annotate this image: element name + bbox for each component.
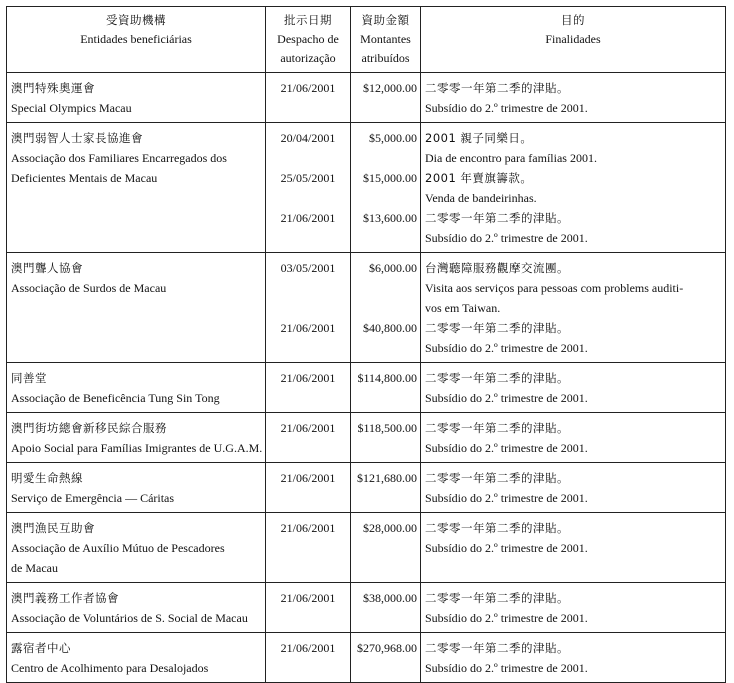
purpose-line: Subsídio do 2.º trimestre de 2001. [425, 231, 588, 245]
amount-value [351, 188, 420, 208]
header-date-pt1: Despacho de [277, 32, 339, 46]
date-value [266, 278, 350, 298]
amount-value: $114,800.00 [357, 371, 417, 385]
purpose-line: 台灣聽障服務觀摩交流團。 [425, 261, 569, 275]
date-value: 20/04/2001 [280, 131, 336, 145]
purpose-line: Visita aos serviços para pessoas com problems auditi- [425, 281, 684, 295]
amount-value: $6,000.00 [369, 261, 417, 275]
entity-line: 澳門義務工作者協會 [11, 591, 119, 605]
purpose-line: vos em Taiwan. [425, 301, 501, 315]
entity-cell [7, 633, 266, 683]
header-entities-pt: Entidades beneficiárias [80, 32, 192, 46]
amount-value: $15,000.00 [363, 171, 417, 185]
amount-cell [351, 513, 421, 583]
purpose-line: 二零零一年第二季的津貼。 [425, 81, 569, 95]
purpose-line: 二零零一年第二季的津貼。 [425, 471, 569, 485]
purpose-line: 二零零一年第二季的津貼。 [425, 371, 569, 385]
amount-value: $121,680.00 [357, 471, 417, 485]
date-value: 21/06/2001 [280, 321, 336, 335]
entity-line: Serviço de Emergência — Cáritas [11, 491, 175, 505]
date-value: 21/06/2001 [280, 591, 336, 605]
entity-line: 澳門聾人協會 [11, 261, 83, 275]
date-value [266, 188, 350, 208]
amount-value: $270,968.00 [357, 641, 417, 655]
entity-cell [7, 463, 266, 513]
table-row [7, 513, 726, 583]
purpose-line: Dia de encontro para famílias 2001. [425, 151, 597, 165]
purpose-cell [421, 413, 726, 463]
date-value: 21/06/2001 [280, 471, 336, 485]
date-cell [266, 513, 351, 583]
subsidy-table [6, 6, 726, 683]
amount-cell [351, 73, 421, 123]
header-amount [351, 7, 421, 73]
table-header-row [7, 7, 726, 73]
table-row [7, 463, 726, 513]
purpose-line: Subsídio do 2.º trimestre de 2001. [425, 611, 588, 625]
amount-value: $5,000.00 [369, 131, 417, 145]
date-cell [266, 363, 351, 413]
table-row [7, 363, 726, 413]
entity-line: 澳門漁民互助會 [11, 521, 95, 535]
table-row [7, 253, 726, 363]
entity-line: 澳門特殊奧運會 [11, 81, 95, 95]
table-row [7, 123, 726, 253]
subsidy-document [6, 6, 725, 683]
entity-line: Associação de Auxílio Mútuo de Pescadores [11, 541, 225, 555]
table-body [7, 73, 726, 683]
date-value: 21/06/2001 [280, 81, 336, 95]
purpose-cell [421, 123, 726, 253]
amount-value: $118,500.00 [357, 421, 417, 435]
entity-line: Deficientes Mentais de Macau [11, 171, 158, 185]
date-cell [266, 123, 351, 253]
entity-line: Special Olympics Macau [11, 101, 132, 115]
entity-line: 明愛生命熱線 [11, 471, 83, 485]
purpose-line: 2001 親子同樂日。 [425, 131, 533, 145]
purpose-line: Subsídio do 2.º trimestre de 2001. [425, 441, 588, 455]
purpose-line: 二零零一年第二季的津貼。 [425, 321, 569, 335]
purpose-line: 2001 年賣旗籌款。 [425, 171, 533, 185]
header-date-zh: 批示日期 [284, 13, 332, 27]
date-value: 25/05/2001 [280, 171, 336, 185]
purpose-line: 二零零一年第二季的津貼。 [425, 211, 569, 225]
purpose-line: Subsídio do 2.º trimestre de 2001. [425, 341, 588, 355]
purpose-line: 二零零一年第二季的津貼。 [425, 591, 569, 605]
entity-cell [7, 513, 266, 583]
date-value: 03/05/2001 [280, 261, 336, 275]
purpose-cell [421, 583, 726, 633]
header-amount-pt2: atribuídos [361, 51, 410, 65]
purpose-line: Subsídio do 2.º trimestre de 2001. [425, 101, 588, 115]
header-amount-pt1: Montantes [360, 32, 411, 46]
purpose-line: Venda de bandeirinhas. [425, 191, 537, 205]
date-cell [266, 583, 351, 633]
entity-cell [7, 123, 266, 253]
purpose-line: 二零零一年第二季的津貼。 [425, 641, 569, 655]
header-entities-zh: 受資助機構 [106, 13, 166, 27]
entity-line: 同善堂 [11, 371, 47, 385]
entity-line: Associação dos Familiares Encarregados dos [11, 151, 227, 165]
amount-cell [351, 123, 421, 253]
date-value: 21/06/2001 [280, 521, 336, 535]
date-cell [266, 73, 351, 123]
amount-value: $13,600.00 [363, 211, 417, 225]
entity-line: Associação de Beneficência Tung Sin Tong [11, 391, 220, 405]
header-amount-zh: 資助金額 [361, 13, 410, 27]
purpose-line: 二零零一年第二季的津貼。 [425, 521, 569, 535]
amount-value: $12,000.00 [363, 81, 417, 95]
purpose-cell [421, 363, 726, 413]
purpose-cell [421, 253, 726, 363]
table-row [7, 583, 726, 633]
purpose-line: 二零零一年第二季的津貼。 [425, 421, 569, 435]
amount-cell [351, 633, 421, 683]
amount-value [351, 148, 420, 168]
purpose-cell [421, 463, 726, 513]
date-value: 21/06/2001 [280, 371, 336, 385]
amount-cell [351, 253, 421, 363]
amount-cell [351, 413, 421, 463]
date-cell [266, 413, 351, 463]
entity-line: Associação de Surdos de Macau [11, 281, 167, 295]
date-value: 21/06/2001 [280, 641, 336, 655]
table-row [7, 633, 726, 683]
entity-cell [7, 73, 266, 123]
entity-line: Apoio Social para Famílias Imigrantes de U.G.A.M. [11, 441, 263, 455]
date-value: 21/06/2001 [280, 211, 336, 225]
header-purpose-zh: 目的 [561, 13, 585, 27]
entity-line: 澳門弱智人士家長協進會 [11, 131, 143, 145]
date-cell [266, 253, 351, 363]
entity-line: Associação de Voluntários de S. Social de Macau [11, 611, 248, 625]
purpose-cell [421, 513, 726, 583]
purpose-line: Subsídio do 2.º trimestre de 2001. [425, 541, 588, 555]
purpose-line: Subsídio do 2.º trimestre de 2001. [425, 391, 588, 405]
table-row [7, 413, 726, 463]
amount-cell [351, 583, 421, 633]
amount-value: $28,000.00 [363, 521, 417, 535]
header-date [266, 7, 351, 73]
table-row [7, 73, 726, 123]
entity-cell [7, 583, 266, 633]
entity-line: Centro de Acolhimento para Desalojados [11, 661, 209, 675]
amount-value [351, 278, 420, 298]
purpose-line: Subsídio do 2.º trimestre de 2001. [425, 661, 588, 675]
date-value [266, 148, 350, 168]
amount-value: $40,800.00 [363, 321, 417, 335]
amount-cell [351, 363, 421, 413]
header-purpose [421, 7, 726, 73]
date-value [266, 298, 350, 318]
amount-value: $38,000.00 [363, 591, 417, 605]
amount-cell [351, 463, 421, 513]
header-purpose-pt: Finalidades [545, 32, 601, 46]
entity-line: 澳門街坊總會新移民綜合服務 [11, 421, 167, 435]
entity-line: de Macau [11, 561, 58, 575]
date-cell [266, 633, 351, 683]
header-entities [7, 7, 266, 73]
purpose-cell [421, 633, 726, 683]
date-cell [266, 463, 351, 513]
amount-value [351, 298, 420, 318]
entity-cell [7, 363, 266, 413]
entity-cell [7, 413, 266, 463]
date-value: 21/06/2001 [280, 421, 336, 435]
entity-line: 露宿者中心 [11, 641, 71, 655]
entity-cell [7, 253, 266, 363]
purpose-cell [421, 73, 726, 123]
purpose-line: Subsídio do 2.º trimestre de 2001. [425, 491, 588, 505]
header-date-pt2: autorização [280, 51, 336, 65]
